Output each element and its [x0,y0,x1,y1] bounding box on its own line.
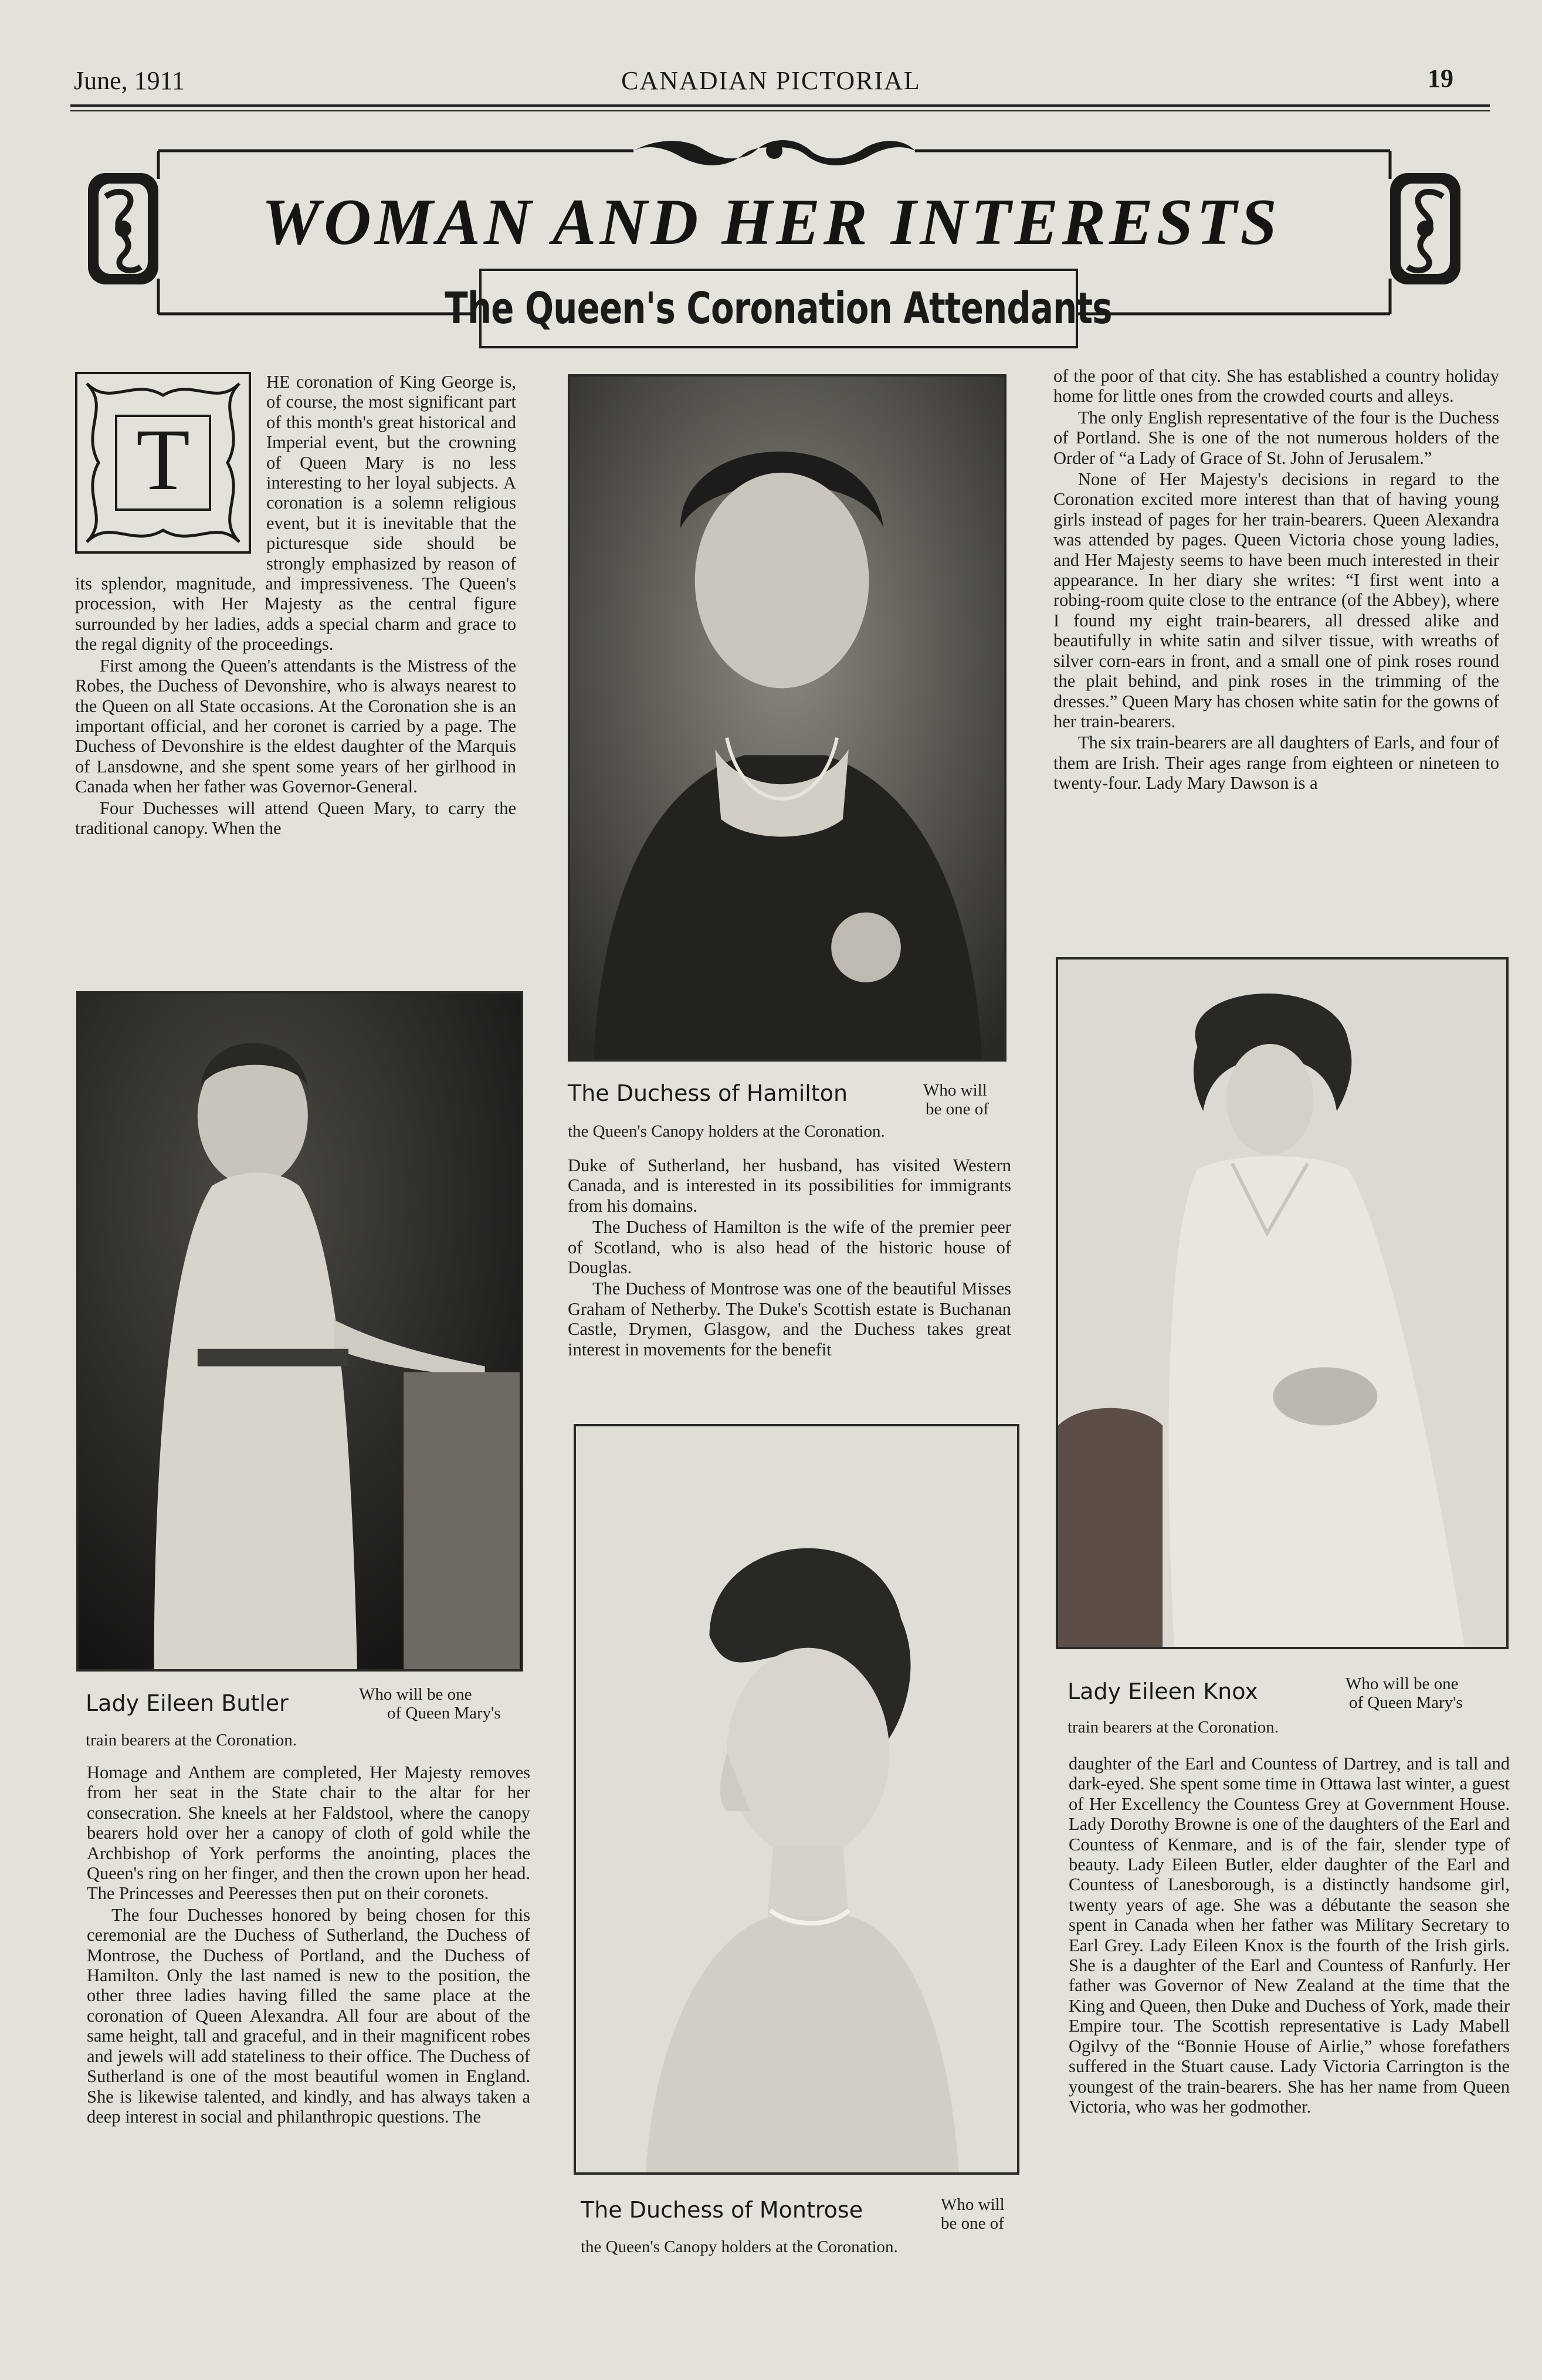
caption-role: the Queen's Canopy holders at the Coronation. [581,2237,898,2256]
caption-role: be one of [941,2214,1004,2233]
caption-role: Who will [923,1081,987,1100]
paragraph: daughter of the Earl and Countess of Dartrey, and is tall and dark-eyed. She spent some time in Ottawa last winter, a guest of Her Excellency the Countess Grey at Government House. Lady Dorothy Browne is one of the daughters of the Earl and Countess of Kenmare, and is of the fair, slender type of beauty. Lady Eileen Butler, elder daughter of the Earl and Countess of Lanesborough, is a distinctly handsome girl, twenty years of age. She was a débutante the season she spent in Canada when her father was Military Secretary to Earl Grey. Lady Eileen Knox is the fourth of the Irish girls. She is a daughter of the Earl and Countess of Ranfurly. Her father was Governor of New Zealand at the time that the King and Queen, then Duke and Duchess of York, made their Empire tour. The Scottish representative is Lady Mabell Ogilvy of the “Bonnie House of Airlie,” whose forefathers suffered in the Stuart cause. Lady Victoria Carrington is the youngest of the train-bearers. She has her name from Queen Victoria, who was her godmother. [1069,1754,1510,2117]
column-3-top [1053,366,1499,795]
publication-name: CANADIAN PICTORIAL [621,66,921,95]
caption-name: Lady Eileen Knox [1067,1679,1258,1704]
paragraph: HE coronation of King George is, of course, the most significant part of this month's great historical and Imperial event, but the crowning of Queen Mary is no less interesting to her loyal subjects. A coronation is a solemn religious event, but it is inevitable that the picturesque side should be strongly emphasized by reason of its splendor, magnitude, and impressiveness. The Queen's procession, with Her Majesty as the central figure surrounded by her ladies, adds a special charm and grace to the regal dignity of the proceedings. [75,372,516,655]
photo-duchess-of-montrose [574,1424,1019,2175]
photo-lady-eileen-knox [1056,957,1509,1649]
paragraph: The four Duchesses honored by being chosen for this ceremonial are the Duchess of Sutherland, the Duchess of Montrose, the Duchess of Portland, and the Duchess of Hamilton. Only the last named is new to the position, the other three ladies having filled the same place at the coronation of Queen Alexandra. All four are about of the same height, tall and graceful, and in their magnificent robes and jewels will add stateliness to their office. The Duchess of Sutherland is one of the most beautiful women in England. She is likewise talented, and kindly, and has always taken a deep interest in social and philanthropic questions. The [87,1904,530,2127]
column-3-bottom [1069,1754,1510,2118]
photo-duchess-of-hamilton [568,374,1006,1062]
photo-lady-eileen-butler [76,991,523,1672]
caption-role: Who will be one [1346,1674,1459,1693]
paragraph: The Duchess of Montrose was one of the beautiful Misses Graham of Netherby. The Duke's Scottish estate is Buchanan Castle, Drymen, Glasgow, and the Duchess takes great interest in movements for the benefit [568,1279,1011,1359]
paragraph: First among the Queen's attendants is the Mistress of the Robes, the Duchess of Devonshire, who is always nearest to the Queen on all State occasions. At the Coronation she is an important official, and her coronet is carried by a page. The Duchess of Devonshire is the eldest daughter of the Marquis of Lansdowne, and she spent some years of her girlhood in Canada when her father was Governor-General. [75,655,516,797]
article-headline: The Queen's Coronation Attendants [479,269,1078,348]
header-rule [70,104,1490,107]
page-number: 19 [1428,64,1453,93]
caption-role: be one of [926,1100,989,1118]
drop-cap-letter: T [136,411,190,508]
column-2-middle [568,1155,1011,1361]
drop-cap-ornament [75,372,251,554]
paragraph: The Duchess of Hamilton is the wife of the premier peer of Scotland, who is also head of the historic house of Douglas. [568,1217,1011,1278]
column-1-top [75,372,516,839]
caption-name: The Duchess of Montrose [581,2197,863,2223]
paragraph: of the poor of that city. She has established a country holiday home for little ones from the crowded courts and alleys. [1053,366,1499,406]
header-rule-thin [70,110,1490,111]
section-title: WOMAN AND HER INTERESTS [262,186,1280,259]
paragraph: Four Duchesses will attend Queen Mary, to carry the traditional canopy. When the [75,798,516,838]
caption-name: Lady Eileen Butler [86,1690,289,1716]
paragraph: The only English representative of the four is the Duchess of Portland. She is one of the not numerous holders of the Order of “a Lady of Grace of St. John of Jerusalem.” [1053,407,1499,468]
paragraph: Homage and Anthem are completed, Her Majesty removes from her seat in the State chair to the altar for her consecration. She kneels at her Faldstool, where the canopy bearers hold over her a canopy of cloth of gold while the Archbishop of York performs the anointing, places the Queen's ring on her finger, and then the crown upon her head. The Princesses and Peeresses then put on their coronets. [87,1762,530,1904]
caption-role: of Queen Mary's [387,1704,501,1723]
caption-role: Who will [941,2195,1005,2214]
paragraph: None of Her Majesty's decisions in regard to the Coronation excited more interest than that of having young girls instead of pages for her train-bearers. Queen Alexandra was attended by pages. Queen Victoria chose young ladies, and Her Majesty seems to have been much interested in their appearance. In her diary she writes: “I first went into a robing-room quite close to the entrance (of the Abbey), where I found my eight train-bearers, all dressed alike and beautifully in white satin and silver tissue, with wreaths of silver corn-ears in front, and a small one of pink roses round the plait behind, and pink roses in the trimming of the dresses.” Queen Mary has chosen white satin for the gowns of her train-bearers. [1053,469,1499,731]
caption-role: of Queen Mary's [1349,1693,1463,1712]
caption-role: Who will be one [359,1685,472,1704]
paragraph: Duke of Sutherland, her husband, has visited Western Canada, and is interested in its possibilities for immigrants from his domains. [568,1155,1011,1216]
issue-date: June, 1911 [74,66,185,95]
caption-role: train bearers at the Coronation. [86,1731,297,1750]
caption-role: train bearers at the Coronation. [1067,1718,1279,1737]
top-scroll-ornament [633,140,915,165]
caption-name: The Duchess of Hamilton [568,1080,848,1106]
paragraph: The six train-bearers are all daughters of Earls, and four of them are Irish. Their ages range from eighteen or nineteen to twenty-four. Lady Mary Dawson is a [1053,733,1499,794]
column-1-bottom [87,1762,530,2128]
caption-role: the Queen's Canopy holders at the Coronation. [568,1122,885,1141]
